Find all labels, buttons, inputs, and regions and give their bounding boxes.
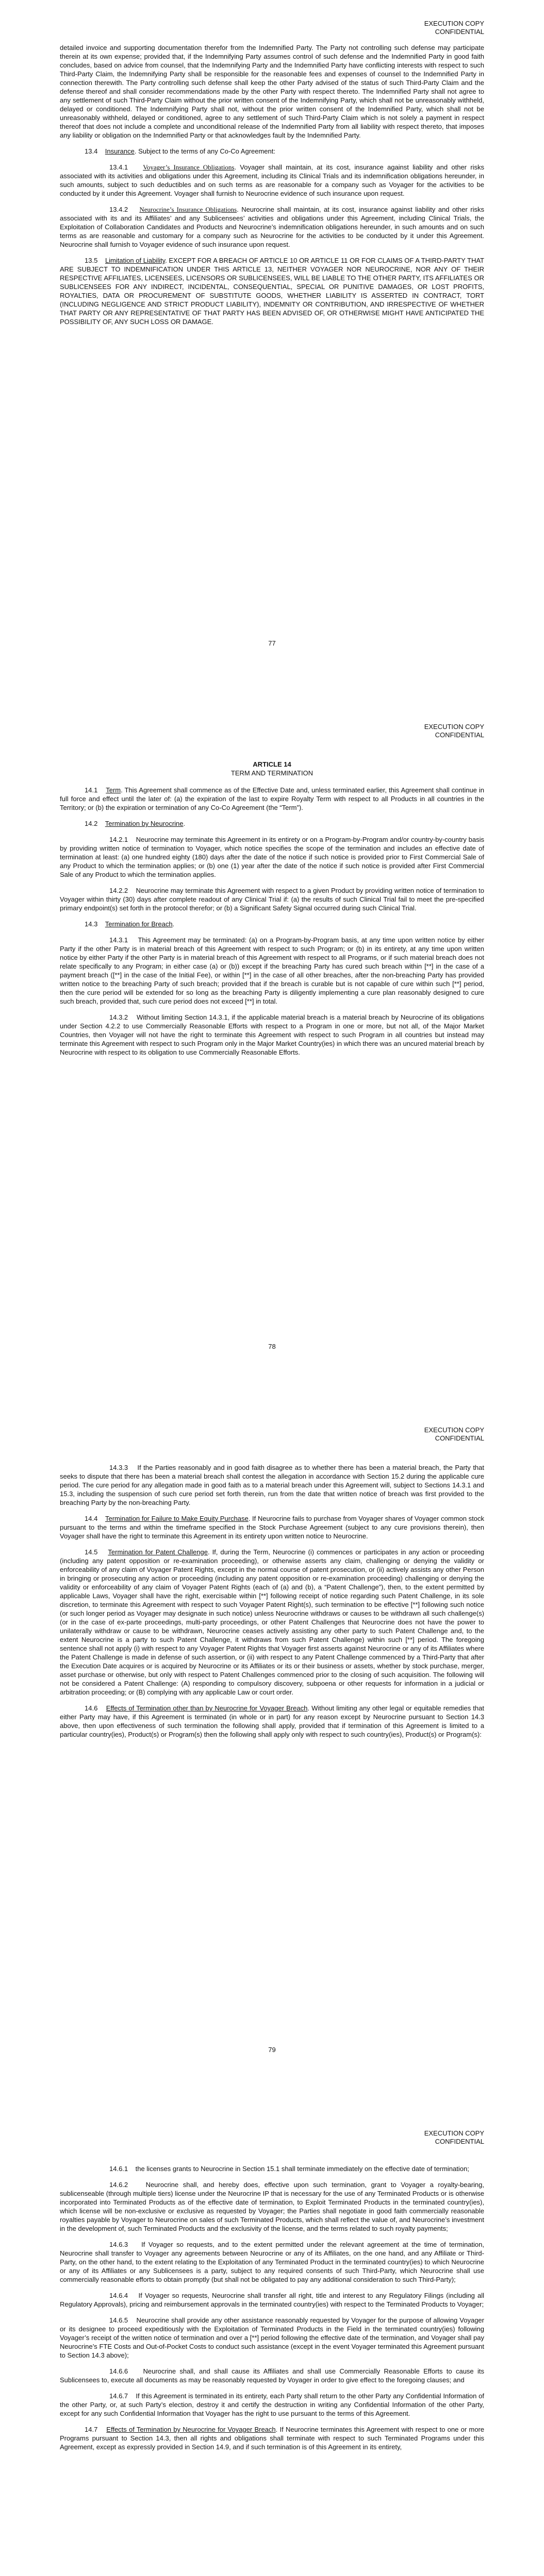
confidential-label: CONFIDENTIAL bbox=[435, 28, 484, 36]
section-13-5: 13.5 Limitation of Liability. EXCEPT FOR A BREACH OF ARTICLE 10 OR ARTICLE 11 OR FOR CLAIMS OF A THIRD-PARTY THAT ARE SUBJECT TO INDEMNIFICATION UNDER THIS ARTICLE 13, NEITHER VOYAGER NOR NEUROCRINE, NOR ANY OF THEIR RESPECTIVE AFFILIATES, LICENSEES, LICENSORS OR SUBLICENSEES, WILL BE LIABLE TO THE OTHER PARTY, ITS AFFILIATES OR SUBLICENSEES FOR ANY INDIRECT, INCIDENTAL, CONSEQUENTIAL, SPECIAL OR PUNITIVE DAMAGES, OR LOST PROFITS, ROYALTIES, DATA OR PROCUREMENT OF SUBSTITUTE GOODS, WHETHER LIABILITY IS ASSERTED IN CONTRACT, TORT (INCLUDING NEGLIGENCE AND STRICT PRODUCT LIABILITY), INDEMNITY OR CONTRIBUTION, AND IRRESPECTIVE OF WHETHER THAT PARTY OR ANY REPRESENTATIVE OF THAT PARTY HAS BEEN ADVISED OF, OR OTHERWISE MIGHT HAVE ANTICIPATED THE POSSIBILITY OF, ANY SUCH LOSS OR DAMAGE. bbox=[60, 257, 484, 326]
confidential-label: CONFIDENTIAL bbox=[435, 2138, 484, 2145]
execution-copy-label: EXECUTION COPY bbox=[424, 1426, 484, 1434]
section-14-6-7: 14.6.7 If this Agreement is terminated in its entirety, each Party shall return to the other Party any Confidential Information of the other Party, or, at such Party’s election, destroy it and certify the destruction in writing any Confidential Information of the other Party, except for any such Confidential Information that Voyager has the right to use pursuant to the terms of this Agreement. bbox=[60, 2392, 485, 2417]
execution-copy-label: EXECUTION COPY bbox=[424, 20, 484, 27]
page-header bbox=[424, 723, 484, 739]
execution-copy-label: EXECUTION COPY bbox=[424, 2129, 484, 2137]
section-13-4-1: 13.4.1 Voyager’s Insurance Obligations. Voyager shall maintain, at its cost, insurance against liability and other risks associated with its activities and obligations under this Agreement, including its Clinical Trials and its indemnification obligations hereunder, in such amounts, subject to such deductibles and on such terms as are reasonable for a company such as Voyager for the activities to be conducted by it under this Agreement. Voyager shall furnish to Neurocrine evidence of such insurance upon request. bbox=[60, 163, 484, 197]
section-14-6-6: 14.6.6 Neurocrine shall, and shall cause its Affiliates and shall use Commercially Reasonable Efforts to cause its Sublicensees to, execute all documents as may be reasonably requested by Voyager in order to give effect to the foregoing clauses; and bbox=[60, 2367, 484, 2384]
section-14-3-1: 14.3.1 This Agreement may be terminated: (a) on a Program-by-Program basis, at any time upon written notice by either Party if the other Party is in material breach of this Agreement with respect to such Program; or (b) in its entirety, at any time upon written notice by either Party if the other Party is in material breach of this Agreement with respect to all Programs, or if such material breach does not relate specifically to any Program; in either case (a) or (b)) except if the breaching Party has cured such breach within [**] in the case of a payment breach ([**] in the case of the Initial Fee), or within [**] in the case of all other breaches, after the non-breaching Party has provided written notice to the breaching Party of such breach; provided that if the breach is curable but is not capable of cure within such [**] period, then the cure period will be extended for so long as the breaching Party is diligently implementing a cure plan reasonably designed to cure such breach, provided that, such cure period does not exceed [**] in total. bbox=[60, 936, 484, 1005]
section-14-2-2: 14.2.2 Neurocrine may terminate this Agreement with respect to a given Product by providing written notice of termination to Voyager within thirty (30) days after complete readout of any Clinical Trial if: (a) the results of such Clinical Trial fail to meet the pre-specified primary endpoint(s) set forth in the protocol therefor; or (b) a Significant Safety Signal occurred during such Clinical Trial. bbox=[60, 887, 485, 912]
article-number: ARTICLE 14 bbox=[253, 760, 291, 768]
confidential-label: CONFIDENTIAL bbox=[435, 731, 484, 739]
page-header bbox=[424, 2129, 484, 2146]
execution-copy-label: EXECUTION COPY bbox=[424, 723, 484, 731]
section-14-3-2: 14.3.2 Without limiting Section 14.3.1, if the applicable material breach is a material breach by Neurocrine of its obligations under Section 4.2.2 to use Commercially Reasonable Efforts with respect to a Program in one or more, but not all, of the Major Market Countries, then Voyager will not have the right to terminate this Agreement with respect to such Program in all countries but instead may terminate this Agreement with respect to such Program only in the Major Market Country(ies) in which there was an uncured material breach by Neurocrine with respect to its obligation to use Commercially Reasonable Efforts. bbox=[60, 1013, 484, 1056]
section-14-6-3: 14.6.3 If Voyager so requests, and to the extent permitted under the relevant agreement at the time of termination, Neurocrine shall transfer to Voyager any agreements between Neurocrine or any of its Affiliates, on the one hand, and any Affiliate or Third-Party, on the other hand, to the extent relating to the Exploitation of any Terminated Product in the terminated country(ies) to which Neurocrine or any of its Affiliates or any Sublicensees is a party, subject to any required consents of such Third-Party, which Neurocrine shall use commercially reasonable efforts to obtain promptly (but shall not be obligated to pay any additional consideration to such Third-Party); bbox=[60, 2241, 484, 2283]
section-14-3: 14.3 Termination for Breach. bbox=[85, 920, 175, 928]
section-14-1: 14.1 Term. This Agreement shall commence as of the Effective Date and, unless terminated earlier, this Agreement shall continue in full force and effect until the later of: (a) the expiration of the last to expire Royalty Term with respect to all Products in all countries in the Territory; or (b) the expiration or termination of any Co-Co Agreement (the “Term”). bbox=[60, 786, 484, 811]
section-13-4-2: 13.4.2 Neurocrine’s Insurance Obligations. Neurocrine shall maintain, at its cost, insurance against liability and other risks associated with its and its Affiliates’ and any Sublicensees’ activities and obligations under this Agreement, including Clinical Trials, the Exploitation of Collaboration Candidates and Products and Neurocrine’s indemnification obligations hereunder, in such amounts and on such terms as are reasonable and customary for a company such as Neurocrine for the activities to be conducted by it under this Agreement. Neurocrine shall furnish to Voyager evidence of such insurance upon request. bbox=[60, 206, 484, 248]
confidential-label: CONFIDENTIAL bbox=[435, 1434, 484, 1442]
section-13-4: 13.4 Insurance. Subject to the terms of any Co-Co Agreement: bbox=[85, 147, 275, 155]
page-number: 79 bbox=[268, 2046, 276, 2054]
page-number: 78 bbox=[268, 1343, 276, 1350]
section-14-3-3: 14.3.3 If the Parties reasonably and in good faith disagree as to whether there has been a material breach, the Party that seeks to dispute that there has been a material breach shall contest the allegation in accordance with Section 15.2 during the applicable cure period. The cure period for any allegation made in good faith as to a material breach under this Agreement will, subject to Sections 14.3.1 and 15.3, including the suspension of such cure period set forth therein, run from the date that written notice of breach was first provided to the breaching Party by the non-breaching Party. bbox=[60, 1464, 485, 1506]
section-14-6-2: 14.6.2 Neurocrine shall, and hereby does, effective upon such termination, grant to Voyager a royalty-bearing, sublicenseable (through multiple tiers) license under the Neurocrine IP that is necessary for the use of any Terminated Products or is otherwise incorporated into Terminated Products as of the effective date of termination, to Exploit Terminated Products in the terminated country(ies), which license will be non-exclusive or exclusive as requested by Voyager; the Parties shall negotiate in good faith commercially reasonable royalties payable by Voyager to Neurocrine on sales of such Terminated Products, which shall reflect the value of, and Neurocrine’s investment in the development of, such Terminated Products and the exclusivity of the license, and the terms related to such royalty payments; bbox=[60, 2181, 485, 2232]
section-14-4: 14.4 Termination for Failure to Make Equity Purchase. If Neurocrine fails to purchase from Voyager shares of Voyager common stock pursuant to the terms and within the timeframe specified in the Stock Purchase Agreement (subject to any cure provisions therein), then Voyager shall have the right to terminate this Agreement in its entirety upon written notice to Neurocrine. bbox=[60, 1515, 484, 1540]
section-14-6: 14.6 Effects of Termination other than by Neurocrine for Voyager Breach. Without limiting any other legal or equitable remedies that either Party may have, if this Agreement is terminated (in whole or in part) for any reason except by Neurocrine pursuant to Section 14.3 above, then upon effectiveness of such termination the following shall apply, provided that if termination of this Agreement is limited to a particular country(ies), Product(s) or Program(s) then the following shall apply only with respect to such country(ies), Product(s) or Program(s): bbox=[60, 1704, 484, 1738]
page-header bbox=[424, 1426, 484, 1443]
page-header bbox=[424, 20, 484, 36]
section-14-6-5: 14.6.5 Neurocrine shall provide any other assistance reasonably requested by Voyager for the purpose of allowing Voyager or its designee to proceed expeditiously with the Exploitation of Terminated Products in the Field in the terminated country(ies) following Voyager’s receipt of the written notice of termination and over a [**] period following the effective date of the termination, and Voyager shall pay Neurocrine’s FTE Costs and Out-of-Pocket Costs to conduct such assistance (except in the event Voyager terminated this Agreement pursuant to Section 14.3 above); bbox=[60, 2316, 484, 2359]
page-number: 77 bbox=[268, 639, 276, 647]
section-14-6-4: 14.6.4 If Voyager so requests, Neurocrine shall transfer all right, title and interest to any Regulatory Filings (including all Regulatory Approvals), pricing and reimbursement approvals in the terminated country(ies) with respect to the Terminated Products to Voyager; bbox=[60, 2292, 485, 2308]
section-14-2: 14.2 Termination by Neurocrine. bbox=[85, 820, 186, 827]
paragraph-indemnity-continued: detailed invoice and supporting documentation therefor from the Indemnified Party. The Party not controlling such defense may participate therein at its own expense; provided that, if the Indemnifying Party assumes control of such defense and the Indemnified Party in good faith concludes, based on advice from counsel, that the Indemnifying Party and the Indemnified Party have conflicting interests with respect to such Third-Party Claim, the Indemnifying Party shall be responsible for the reasonable fees and expenses of counsel to the Indemnified Party in connection therewith. The Party controlling such defense shall keep the other Party advised of the status of such Third-Party Claim and the defense thereof and shall consider recommendations made by the other Party with respect thereto. The Indemnified Party shall not agree to any settlement of such Third-Party Claim without the prior written consent of the Indemnifying Party, which shall not be unreasonably withheld, delayed or conditioned. The Indemnifying Party shall not, without the prior written consent of the Indemnified Party, which shall not be unreasonably withheld, delayed or conditioned, agree to any settlement of such Third-Party Claim which is not solely a payment in respect thereof that does not include a complete and unconditional release of the Indemnified Party from all liability with respect thereto, that imposes any liability or obligation on the Indemnified Party or that acknowledges fault by the Indemnified Party. bbox=[60, 44, 484, 139]
section-14-5: 14.5 Termination for Patent Challenge. If, during the Term, Neurocrine (i) commences or participates in any action or proceeding (including any patent opposition or re-examination proceeding), or otherwise asserts any claim, challenging or denying the validity or enforceability of any claim of Voyager Patent Rights, except in the normal course of patent prosecution, or (ii) actively assists any other Person in bringing or prosecuting any action or proceeding (including any patent opposition or re-examination proceeding) challenging or denying the validity or enforceability of any claim of Voyager Patent Rights (each of (a) and (b), a “Patent Challenge”), then, to the extent permitted by applicable Laws, Voyager shall have the right, exercisable within [**] following receipt of notice regarding such Patent Challenge, in its sole discretion, to terminate this Agreement with respect to such Voyager Patent Right(s), such termination to be effective [**] following such notice (or such longer period as Voyager may designate in such notice) unless Neurocrine withdraws or causes to be withdrawn all such challenge(s) (or in the case of ex-parte proceedings, multi-party proceedings, or other Patent Challenges that Neurocrine does not have the power to unilaterally withdraw or cause to be withdrawn, Neurocrine ceases actively assisting any other party to such Patent Challenge and, to the extent Neurocrine is a party to such Patent Challenge, it withdraws from such Patent Challenge) within such [**] period. The foregoing sentence shall not apply (i) with respect to any Voyager Patent Rights that Voyager first asserts against Neurocrine or any of its Affiliates where the Patent Challenge is made in defense of such assertion, or (ii) with respect to any Patent Challenge commenced by a Third-Party that after the Execution Date acquires or is acquired by Neurocrine or its Affiliates or its or their business or assets, whether by stock purchase, merger, asset purchase or otherwise, but only with respect to Patent Challenges commenced prior to the closing of such acquisition. The following will not be considered a Patent Challenge: (A) responding to compulsory discovery, subpoena or other requests for information in a judicial or arbitration proceeding; or (B) complying with any applicable Law or court order. bbox=[60, 1548, 484, 1696]
section-14-2-1: 14.2.1 Neurocrine may terminate this Agreement in its entirety or on a Program-by-Program and/or country-by-country basis by providing written notice of termination to Voyager, which notice specifies the scope of the termination and includes an effective date of termination at least: (a) one hundred eighty (180) days after the date of the notice if such notice is provided prior to First Commercial Sale of any Product to which the termination applies; or (b) one (1) year after the date of the notice if such notice is provided after First Commercial Sale of any Product to which the termination applies. bbox=[60, 836, 484, 878]
section-14-7: 14.7 Effects of Termination by Neurocrine for Voyager Breach. If Neurocrine terminates this Agreement with respect to one or more Programs pursuant to Section 14.3, then all rights and obligations shall terminate with respect to such Terminated Programs under this Agreement, except as expressly provided in Section 14.9, and if such termination is of this Agreement in its entirety, bbox=[60, 2426, 485, 2451]
section-14-6-1: 14.6.1 the licenses grants to Neurocrine in Section 15.1 shall terminate immediately on the effective date of termination; bbox=[109, 2165, 469, 2173]
article-title: TERM AND TERMINATION bbox=[230, 769, 314, 777]
